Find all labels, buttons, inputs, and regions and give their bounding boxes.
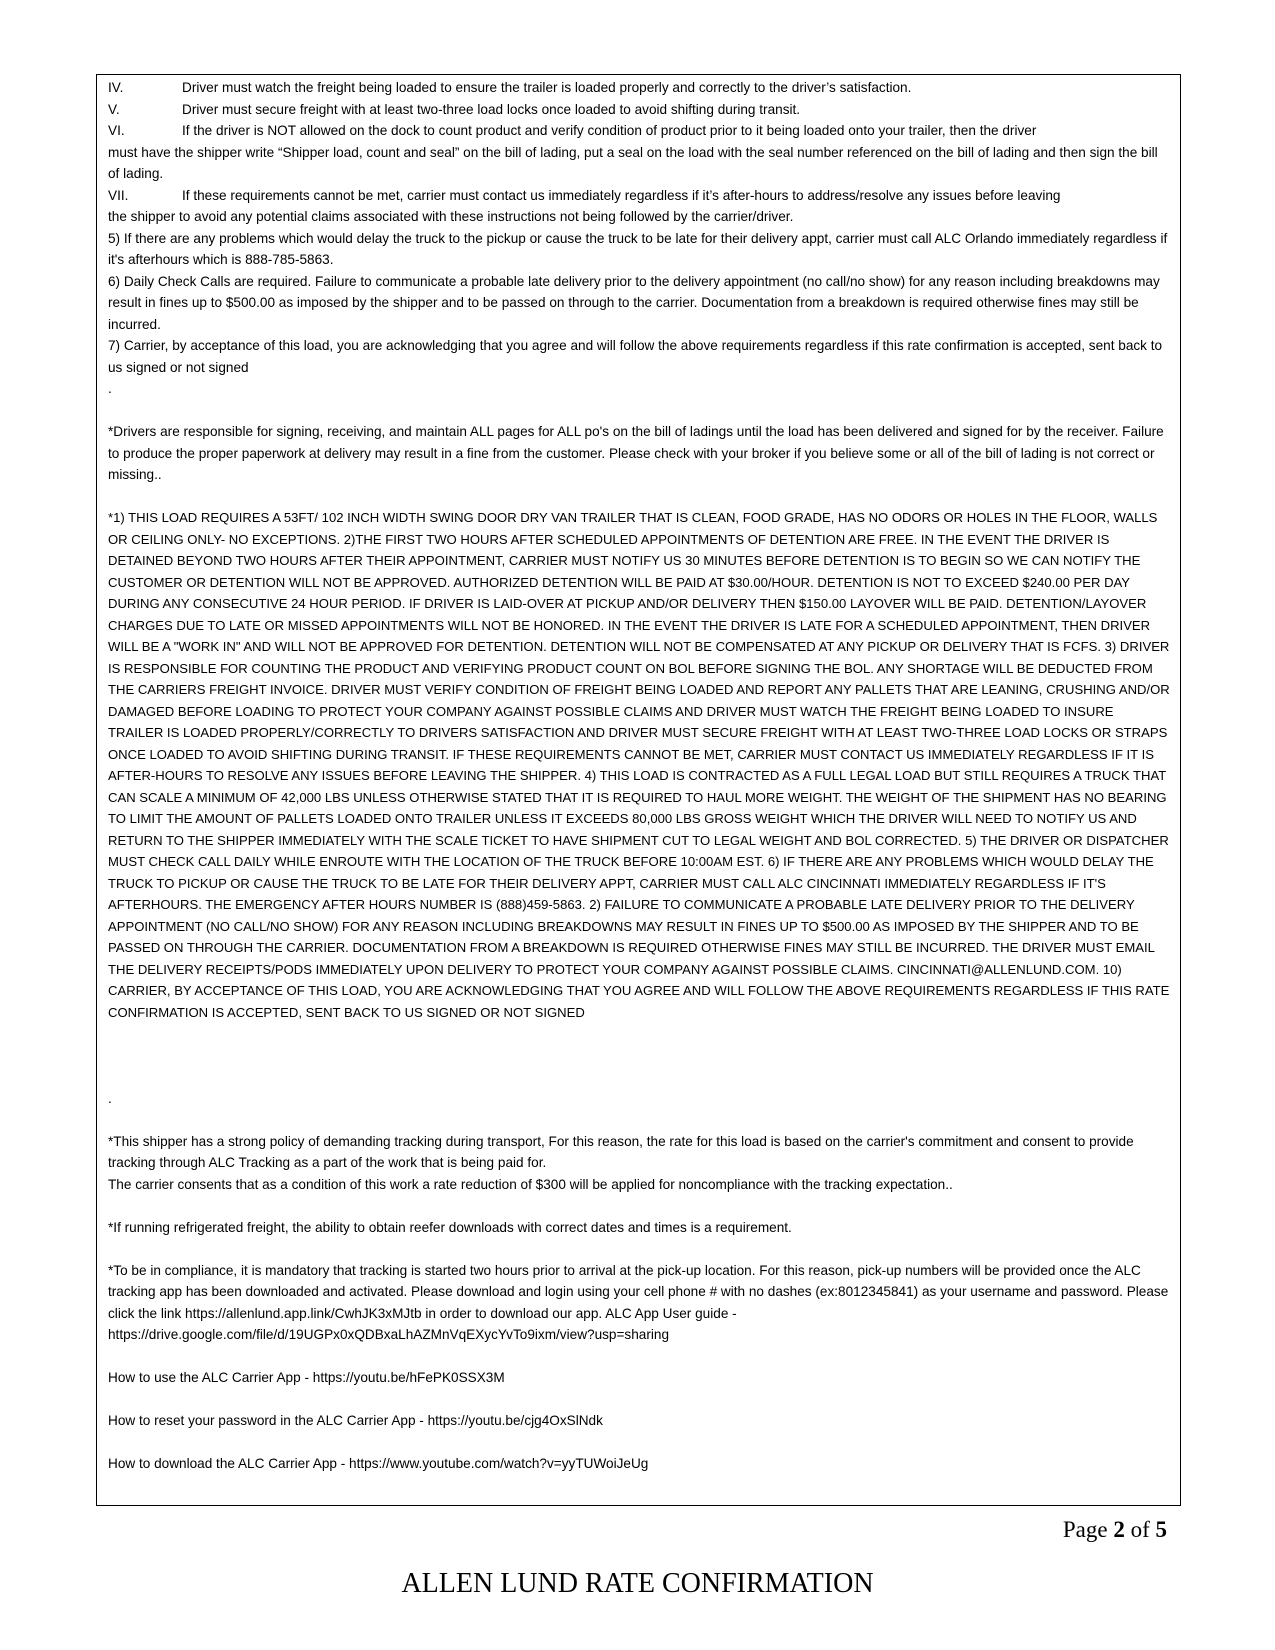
requirement-item-vii [108, 185, 1170, 207]
page-current: 2 [1113, 1517, 1125, 1542]
item-text: If the driver is NOT allowed on the dock to count product and verify condition of product prior to it being loaded onto your trailer, then the driver [182, 123, 1037, 138]
requirement-item-v [108, 99, 1170, 121]
item-text: Driver must watch the freight being loaded to ensure the trailer is loaded properly and correctly to the driver’s satisfaction. [182, 80, 912, 95]
numbered-item-7: 7) Carrier, by acceptance of this load, you are acknowledging that you agree and will follow the above requirements regardless if this rate confirmation is accepted, sent back to us signed or not signed [108, 338, 1163, 375]
tracking-rate-reduction: The carrier consents that as a condition of this work a rate reduction of $300 will be applied for noncompliance with the tracking expectation.. [108, 1176, 953, 1192]
page-total: 5 [1155, 1517, 1167, 1542]
app-download-link[interactable]: How to download the ALC Carrier App - https://www.youtube.com/watch?v=yyTUWoiJeUg [108, 1456, 649, 1471]
page-word: Page [1062, 1517, 1108, 1542]
item-number: VI. [108, 123, 125, 138]
app-use-link[interactable]: How to use the ALC Carrier App - https://youtu.be/hFePK0SSX3M [108, 1370, 505, 1385]
reefer-note: *If running refrigerated freight, the ability to obtain reefer downloads with correct dates and times is a requirement. [108, 1219, 792, 1235]
page-of-word: of [1130, 1517, 1150, 1542]
separator-dot: . [108, 381, 112, 396]
password-reset-link[interactable]: How to reset your password in the ALC Carrier App - https://youtu.be/cjg4OxSlNdk [108, 1413, 603, 1428]
tracking-compliance-note: *To be in compliance, it is mandatory that tracking is started two hours prior to arrival at the pick-up location. For this reason, pick-up numbers will be provided once the ALC tracking app has been downloaded and activated. Please download and login using your cell phone # with no dashes (ex:8012345841) as your username and password. Please click the link https://allenlund.app.link/CwhJK3xMJtb in order to download our app. ALC App User guide - https://drive.google.com/file/d/19UGPx0xQDBxaLhAZMnVqEXycYvTo9ixm/view?usp=sharing [108, 1262, 1169, 1342]
item-text: Driver must secure freight with at least two-three load locks once loaded to avoid shifting during transit. [182, 101, 801, 117]
drivers-paperwork-note: *Drivers are responsible for signing, receiving, and maintain ALL pages for ALL po's on the bill of ladings until the load has been delivered and signed for by the receiver. Failure to produce the proper paperwork at delivery may result in a fine from the customer. Please check with your broker if you believe some or all of the bill of lading is not correct or missing.. [108, 424, 1164, 482]
numbered-item-6: 6) Daily Check Calls are required. Failure to communicate a probable late delivery prior to the delivery appointment (no call/no show) for any reason including breakdowns may result in fines up to $500.00 as imposed by the shipper and to be passed on through to the carrier. Documentation from a breakdown is required otherwise fines may still be incurred. [108, 273, 1160, 332]
tracking-policy-note: *This shipper has a strong policy of demanding tracking during transport, For this reason, the rate for this load is based on the carrier's commitment and consent to provide tracking through ALC Tracking as a part of the work that is being paid for. [108, 1133, 1134, 1170]
item-number: IV. [108, 80, 124, 95]
separator-dot: . [108, 1090, 112, 1106]
item-number: VII. [108, 187, 129, 203]
item-text: If these requirements cannot be met, carrier must contact us immediately regardless if it’s after-hours to address/resolve any issues before leaving [182, 187, 1061, 203]
document-title: ALLEN LUND RATE CONFIRMATION [401, 1568, 874, 1599]
numbered-item-5: 5) If there are any problems which would delay the truck to the pickup or cause the truck to be late for their delivery appt, carrier must call ALC Orlando immediately regardless if it's afterhours which is 888-785-5863. [108, 230, 1168, 267]
requirement-item-vi [108, 120, 1170, 142]
item-vi-continuation: must have the shipper write “Shipper load, count and seal” on the bill of lading, put a seal on the load with the seal number referenced on the bill of lading and then sign the bill of lading. [108, 144, 1158, 181]
requirement-item-iv [108, 77, 1170, 99]
load-requirements-block: *1) THIS LOAD REQUIRES A 53FT/ 102 INCH WIDTH SWING DOOR DRY VAN TRAILER THAT IS CLEAN, FOOD GRADE, HAS NO ODORS OR HOLES IN THE FLOOR, WALLS OR CEILING ONLY- NO EXCEPTIONS. 2)THE FIRST TWO HOURS AFTER SCHEDULED APPOINTMENTS OF DETENTION ARE FREE. IN THE EVENT THE DRIVER IS DETAINED BEYOND TWO HOURS AFTER THEIR APPOINTMENT, CARRIER MUST NOTIFY US 30 MINUTES BEFORE DETENTION IS TO BEGIN SO WE CAN NOTIFY THE CUSTOMER OR DETENTION WILL NOT BE APPROVED. AUTHORIZED DETENTION WILL BE PAID AT $30.00/HOUR. DETENTION IS NOT TO EXCEED $240.00 PER DAY DURING ANY CONSECUTIVE 24 HOUR PERIOD. IF DRIVER IS LAID-OVER AT PICKUP AND/OR DELIVERY THEN $150.00 LAYOVER WILL BE PAID. DETENTION/LAYOVER CHARGES DUE TO LATE OR MISSED APPOINTMENTS WILL NOT BE HONORED. IN THE EVENT THE DRIVER IS LATE FOR A SCHEDULED APPOINTMENT, THEN DRIVER WILL BE A "WORK IN" AND WILL NOT BE APPROVED FOR DETENTION. DETENTION WILL NOT BE COMPENSATED AT ANY PICKUP OR DELIVERY THAT IS FCFS. 3) DRIVER IS RESPONSIBLE FOR COUNTING THE PRODUCT AND VERIFYING PRODUCT COUNT ON BOL BEFORE SIGNING THE BOL. ANY SHORTAGE WILL BE DEDUCTED FROM THE CARRIERS FREIGHT INVOICE. DRIVER MUST VERIFY CONDITION OF FREIGHT BEING LOADED AND REPORT ANY PALLETS THAT ARE LEANING, CRUSHING AND/OR DAMAGED BEFORE LOADING TO PROTECT YOUR COMPANY AGAINST POSSIBLE CLAIMS AND DRIVER MUST WATCH THE FREIGHT BEING LOADED TO INSURE TRAILER IS LOADED PROPERLY/CORRECTLY TO DRIVERS SATISFACTION AND DRIVER MUST SECURE FREIGHT WITH AT LEAST TWO-THREE LOAD LOCKS OR STRAPS ONCE LOADED TO AVOID SHIFTING DURING TRANSIT. IF THESE REQUIREMENTS CANNOT BE MET, CARRIER MUST CONTACT US IMMEDIATELY REGARDLESS IF IT IS AFTER-HOURS TO RESOLVE ANY ISSUES BEFORE LEAVING THE SHIPPER. 4) THIS LOAD IS CONTRACTED AS A FULL LEGAL LOAD BUT STILL REQUIRES A TRUCK THAT CAN SCALE A MINIMUM OF 42,000 LBS UNLESS OTHERWISE STATED THAT IT IS REQUIRED TO HAUL MORE WEIGHT. THE WEIGHT OF THE SHIPMENT HAS NO BEARING TO LIMIT THE AMOUNT OF PALLETS LOADED ONTO TRAILER UNLESS IT EXCEEDS 80,000 LBS GROSS WEIGHT WHICH THE DRIVER WILL NEED TO NOTIFY US AND RETURN TO THE SHIPPER IMMEDIATELY WITH THE SCALE TICKET TO HAVE SHIPMENT CUT TO LEGAL WEIGHT AND BOL CORRECTED. 5) THE DRIVER OR DISPATCHER MUST CHECK CALL DAILY WHILE ENROUTE WITH THE LOCATION OF THE TRUCK BEFORE 10:00AM EST. 6) IF THERE ARE ANY PROBLEMS WHICH WOULD DELAY THE TRUCK TO PICKUP OR CAUSE THE TRUCK TO BE LATE FOR THEIR DELIVERY APPT, CARRIER MUST CALL ALC CINCINNATI IMMEDIATELY REGARDLESS IF IT'S AFTERHOURS. THE EMERGENCY AFTER HOURS NUMBER IS (888)459-5863. 2) FAILURE TO COMMUNICATE A PROBABLE LATE DELIVERY PRIOR TO THE DELIVERY APPOINTMENT (NO CALL/NO SHOW) FOR ANY REASON INCLUDING BREAKDOWNS MAY RESULT IN FINES UP TO $500.00 AS IMPOSED BY THE SHIPPER AND TO BE PASSED ON THROUGH THE CARRIER. DOCUMENTATION FROM A BREAKDOWN IS REQUIRED OTHERWISE FINES MAY STILL BE INCURRED. THE DRIVER MUST EMAIL THE DELIVERY RECEIPTS/PODS IMMEDIATELY UPON DELIVERY TO PROTECT YOUR COMPANY AGAINST POSSIBLE CLAIMS. CINCINNATI@ALLENLUND.COM. 10) CARRIER, BY ACCEPTANCE OF THIS LOAD, YOU ARE ACKNOWLEDGING THAT YOU AGREE AND WILL FOLLOW THE ABOVE REQUIREMENTS REGARDLESS IF THIS RATE CONFIRMATION IS ACCEPTED, SENT BACK TO US SIGNED OR NOT SIGNED [108, 510, 1170, 1020]
item-vii-continuation: the shipper to avoid any potential claims associated with these instructions not being followed by the carrier/driver. [108, 209, 794, 224]
instructions-box [96, 74, 1181, 1506]
item-number: V. [108, 101, 120, 117]
page-number [1063, 1517, 1167, 1543]
